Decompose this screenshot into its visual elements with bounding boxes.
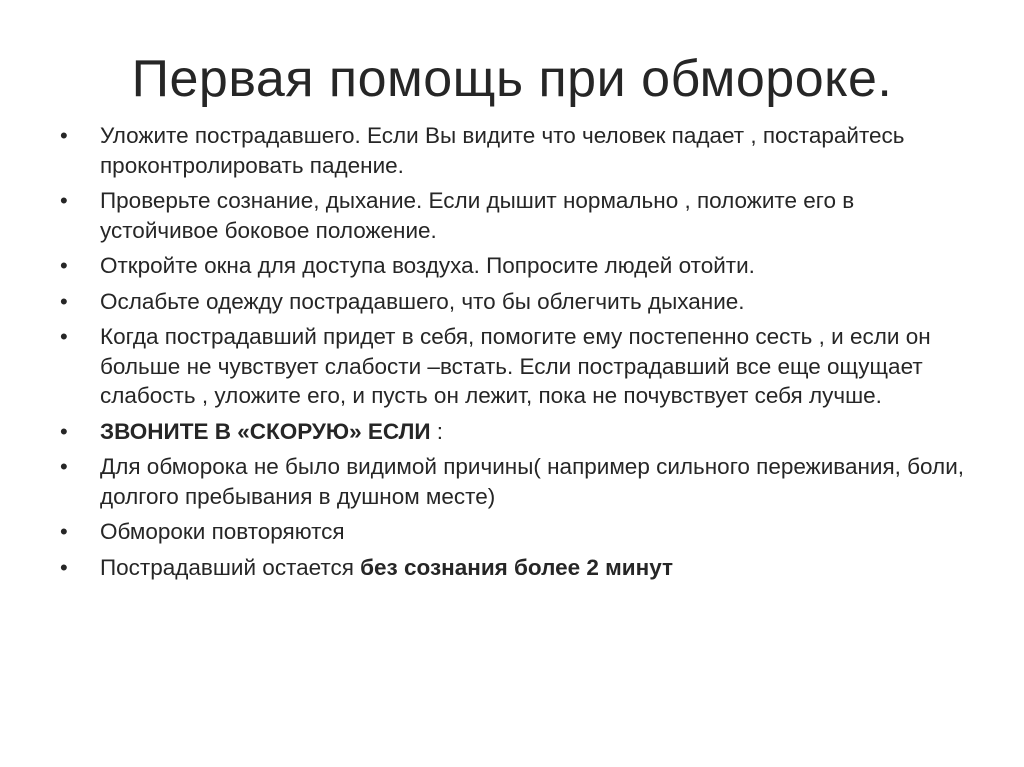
bullet-text: Ослабьте одежду пострадавшего, что бы облегчить дыхание. [100, 288, 745, 314]
bullet-item-lay-down [58, 121, 968, 180]
bullet-icon: • [60, 554, 68, 580]
bullet-item-no-visible-cause [58, 452, 968, 511]
bullet-icon: • [60, 253, 68, 278]
bullet-text: : [430, 418, 444, 444]
bullet-text: Когда пострадавший придет в себя, помогите ему постепенно сесть , и если он больше не чувствует слабости –встать. Если пострадавший все еще ощущает слабость , уложите его, и пусть он лежит, пока не почувствует себя лучше. [100, 324, 931, 408]
bullet-item-repeated-fainting [58, 517, 968, 547]
bullet-bold-text: без сознания более 2 минут [360, 554, 674, 580]
bullet-icon: • [60, 454, 68, 479]
bullet-item-check-consciousness [58, 186, 968, 245]
bullet-text: Пострадавший остается [100, 554, 361, 580]
bullet-bold-text: ЗВОНИТЕ В «СКОРУЮ» ЕСЛИ [100, 418, 431, 444]
bullet-icon: • [60, 519, 68, 544]
bullet-item-help-sit-up [58, 322, 968, 411]
bullet-text: Обмороки повторяются [100, 519, 345, 544]
bullet-icon: • [60, 324, 68, 349]
bullet-item-call-ambulance-heading [58, 417, 968, 447]
bullet-icon: • [60, 123, 68, 148]
bullet-text: Для обморока не было видимой причины( например сильного переживания, боли, долгого пребывания в душном месте) [100, 454, 965, 509]
bullet-list [58, 121, 968, 588]
bullet-text: Проверьте сознание, дыхание. Если дышит нормально , положите его в устойчивое боковое положение. [100, 188, 855, 243]
bullet-item-loosen-clothing [58, 287, 968, 317]
bullet-text: Откройте окна для доступа воздуха. Попросите людей отойти. [100, 253, 755, 278]
bullet-item-unconscious-duration [58, 553, 968, 583]
bullet-text: Уложите пострадавшего. Если Вы видите что человек падает , постарайтесь проконтролировать падение. [100, 123, 905, 178]
slide-title: Первая помощь при обмороке. [131, 50, 893, 108]
bullet-icon: • [60, 188, 68, 213]
bullet-icon: • [60, 288, 68, 314]
bullet-icon: • [60, 418, 68, 444]
bullet-item-open-windows [58, 251, 968, 281]
